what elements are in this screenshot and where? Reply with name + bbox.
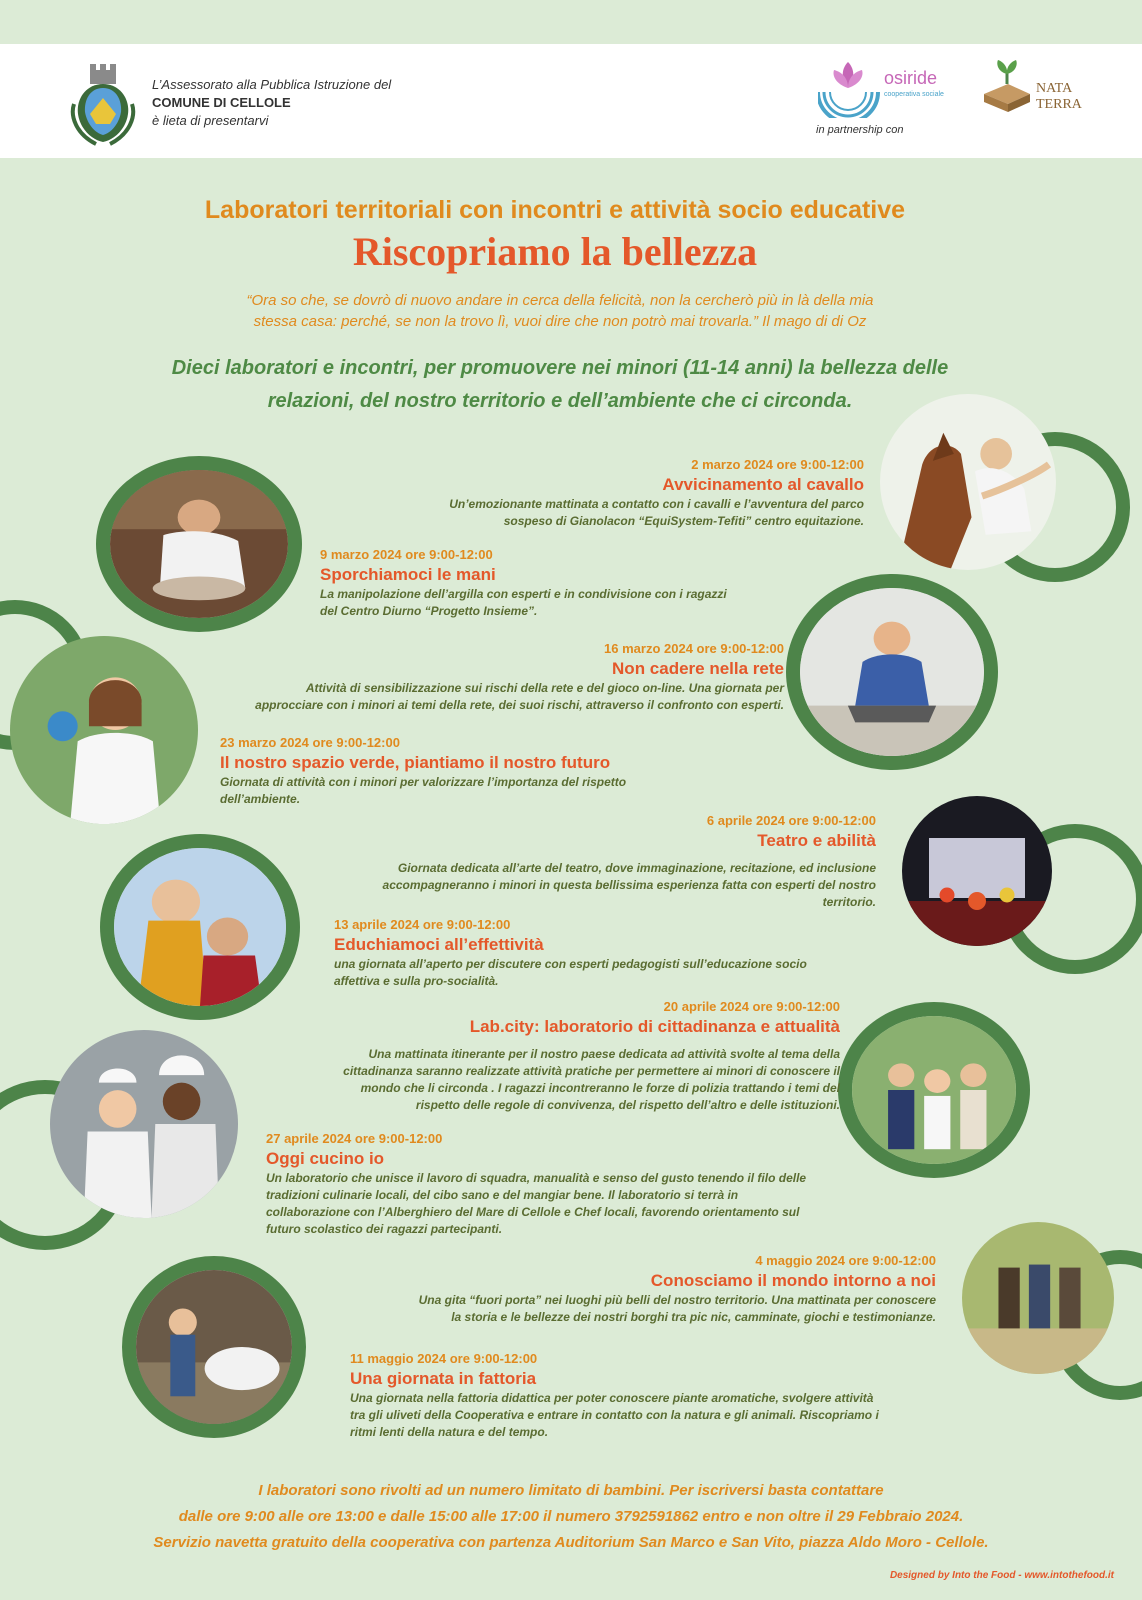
photo-friends — [114, 848, 286, 1006]
gamer-image-icon — [800, 588, 984, 756]
event-item — [304, 456, 864, 530]
intro-line-3: è lieta di presentarvi — [152, 113, 269, 128]
event-item — [280, 998, 840, 1114]
event-desc: tra gli uliveti della Cooperativa e entrare in contatto con la natura e gli animali. Riscopriamo i — [350, 1408, 879, 1422]
event-desc: cittadinanza saranno realizzate attività pratiche per permettere ai minori di conoscere il — [343, 1064, 840, 1078]
event-title: Oggi cucino io — [266, 1149, 385, 1168]
event-item — [350, 1350, 930, 1441]
footer-line-2: dalle ore 9:00 alle ore 13:00 e dalle 15:00 alle 17:00 il numero 3792591862 entro e non oltre il 29 Febbraio 2024. — [178, 1508, 964, 1525]
photo-globe-girl — [10, 636, 198, 824]
photo-lab-city — [852, 1016, 1016, 1164]
event-item — [296, 812, 876, 911]
event-date: 13 aprile 2024 ore 9:00-12:00 — [334, 917, 511, 932]
intro-line-2: COMUNE DI CELLOLE — [152, 95, 291, 110]
photo-pottery — [110, 470, 288, 618]
nata-text: NATA — [1036, 81, 1073, 96]
event-title: Una giornata in fattoria — [350, 1369, 537, 1388]
event-desc: una giornata all’aperto per discutere con esperti pedagogisti sull’educazione socio — [334, 957, 807, 971]
farm-image-icon — [136, 1270, 292, 1424]
event-desc: Giornata dedicata all’arte del teatro, dove immaginazione, recitazione, ed inclusione — [397, 861, 876, 875]
photo-farm — [136, 1270, 292, 1424]
terra-text: TERRA — [1036, 97, 1082, 112]
event-desc: sospeso di Gianolacon “EquiSystem-Tefiti” centro equitazione. — [503, 514, 864, 528]
event-title: Teatro e abilità — [757, 831, 876, 850]
event-title: Il nostro spazio verde, piantiamo il nostro futuro — [220, 753, 611, 772]
event-desc: approcciare con i minori ai temi della rete, dei suoi rischi, attraverso il confronto con esperti. — [255, 698, 784, 712]
designer-credit: Designed by Into the Food - www.intothefood.it — [889, 1570, 1114, 1581]
event-title: Conosciamo il mondo intorno a noi — [650, 1271, 936, 1290]
subtitle: Laboratori territoriali con incontri e attività socio educative — [204, 196, 906, 224]
event-desc: ritmi lenti della natura e del tempo. — [350, 1425, 549, 1439]
footer-line-1: I laboratori sono rivolti ad un numero limitato di bambini. Per iscriversi basta contattare — [258, 1482, 884, 1499]
event-title: Sporchiamoci le mani — [320, 565, 496, 584]
event-desc: collaborazione con l’Alberghiero del Mare di Cellole e Chef locali, favorendo orientamento sul — [266, 1205, 800, 1219]
page-title: Riscopriamo la bellezza — [352, 229, 758, 274]
event-item — [334, 916, 854, 990]
event-desc: Una mattinata itinerante per il nostro paese dedicata ad attività svolte al tema della — [368, 1047, 840, 1061]
tagline-line-2: relazioni, del nostro territorio e dell’ambiente che ci circonda. — [267, 390, 853, 412]
event-desc: futuro scolastico dei ragazzi partecipanti. — [266, 1222, 503, 1236]
event-date: 20 aprile 2024 ore 9:00-12:00 — [663, 999, 840, 1014]
event-date: 23 marzo 2024 ore 9:00-12:00 — [220, 735, 400, 750]
osiride-name: osiride — [884, 68, 938, 88]
header-band — [0, 44, 1142, 158]
event-date: 11 maggio 2024 ore 9:00-12:00 — [350, 1351, 538, 1366]
osiride-logo-icon — [818, 58, 948, 118]
horse-image-icon — [880, 394, 1056, 570]
event-title: Educhiamoci all’effettività — [334, 935, 544, 954]
photo-theater — [902, 796, 1052, 946]
event-date: 4 maggio 2024 ore 9:00-12:00 — [755, 1253, 936, 1268]
event-date: 9 marzo 2024 ore 9:00-12:00 — [320, 547, 493, 562]
event-desc: Attività di sensibilizzazione sui rischi della rete e del gioco on-line. Una giornata per — [305, 681, 784, 695]
event-desc: affettiva e sulla pro-socialità. — [334, 974, 499, 988]
tagline-line-1: Dieci laboratori e incontri, per promuovere nei minori (11-14 anni) la bellezza delle — [171, 357, 949, 379]
event-desc: la storia e le bellezze dei nostri borghi tra pic nic, camminate, giochi e testimonianze. — [451, 1310, 936, 1324]
partnership-label: in partnership con — [816, 124, 904, 136]
event-desc: territorio. — [822, 895, 876, 909]
event-desc: del Centro Diurno “Progetto Insieme”. — [320, 604, 538, 618]
event-title: Lab.city: laboratorio di cittadinanza e attualità — [469, 1017, 840, 1036]
photo-hikers — [962, 1222, 1114, 1374]
event-item — [356, 1252, 936, 1326]
event-desc: La manipolazione dell’argilla con esperti e in condivisione con i ragazzi — [320, 587, 727, 601]
event-item — [220, 734, 740, 808]
quote-line-2: stessa casa: perché, se non la trovo lì, vuoi dire che non potrò mai trovarla.” Il mago di di Oz — [253, 313, 867, 330]
photo-gamer — [800, 588, 984, 756]
event-date: 6 aprile 2024 ore 9:00-12:00 — [706, 813, 876, 828]
event-item — [266, 1130, 846, 1238]
event-item — [320, 546, 800, 620]
quote — [170, 290, 950, 332]
intro-text — [152, 76, 391, 130]
globe-girl-image-icon — [10, 636, 198, 824]
theater-image-icon — [902, 796, 1052, 946]
event-desc: Giornata di attività con i minori per valorizzare l’importanza del rispetto — [220, 775, 627, 789]
nata-terra-logo-icon — [980, 58, 1090, 118]
photo-horse — [880, 394, 1056, 570]
osiride-sub: cooperativa sociale — [884, 91, 944, 98]
pottery-image-icon — [110, 470, 288, 618]
hikers-image-icon — [962, 1222, 1114, 1374]
footer-line-3: Servizio navetta gratuito della cooperativa con partenza Auditorium San Marco e San Vito, piazza Aldo Moro - Cellole. — [153, 1534, 989, 1551]
event-desc: Un’emozionante mattinata a contatto con i cavalli e l’avventura del parco — [449, 497, 864, 511]
tagline — [110, 352, 1010, 418]
footer-info — [0, 1478, 1142, 1556]
event-date: 27 aprile 2024 ore 9:00-12:00 — [266, 1131, 443, 1146]
intro-line-1: L’Assessorato alla Pubblica Istruzione del — [152, 77, 392, 92]
lab-city-image-icon — [852, 1016, 1016, 1164]
municipal-crest-icon — [66, 54, 140, 146]
quote-line-1: “Ora so che, se dovrò di nuovo andare in cerca della felicità, non la cercherò più in là della mia — [246, 292, 874, 309]
event-title: Avvicinamento al cavallo — [662, 475, 864, 494]
event-desc: tradizioni culinarie locali, del cibo sano e del mangiar bene. Il laboratorio si terrà in — [266, 1188, 739, 1202]
event-desc: mondo che li circonda . I ragazzi incontreranno le forze di polizia trattando i temi del — [360, 1081, 840, 1095]
event-desc: dell’ambiente. — [220, 792, 301, 806]
event-item — [184, 640, 784, 714]
event-desc: Una giornata nella fattoria didattica per poter conoscere piante aromatiche, svolgere attività — [350, 1391, 874, 1405]
event-date: 16 marzo 2024 ore 9:00-12:00 — [604, 641, 784, 656]
event-desc: Una gita “fuori porta” nei luoghi più belli del nostro territorio. Una mattinata per conoscere — [418, 1293, 936, 1307]
event-desc: accompagneranno i minori in questa bellissima esperienza fatta con esperti del nostro — [382, 878, 876, 892]
cooking-image-icon — [50, 1030, 238, 1218]
event-desc: Un laboratorio che unisce il lavoro di squadra, manualità e senso del gusto tenendo il filo delle — [266, 1171, 807, 1185]
event-title: Non cadere nella rete — [612, 659, 784, 678]
event-desc: rispetto delle regole di convivenza, del rispetto dell’altro e delle istituzioni. — [415, 1098, 840, 1112]
photo-cooking — [50, 1030, 238, 1218]
event-date: 2 marzo 2024 ore 9:00-12:00 — [691, 457, 864, 472]
friends-image-icon — [114, 848, 286, 1006]
